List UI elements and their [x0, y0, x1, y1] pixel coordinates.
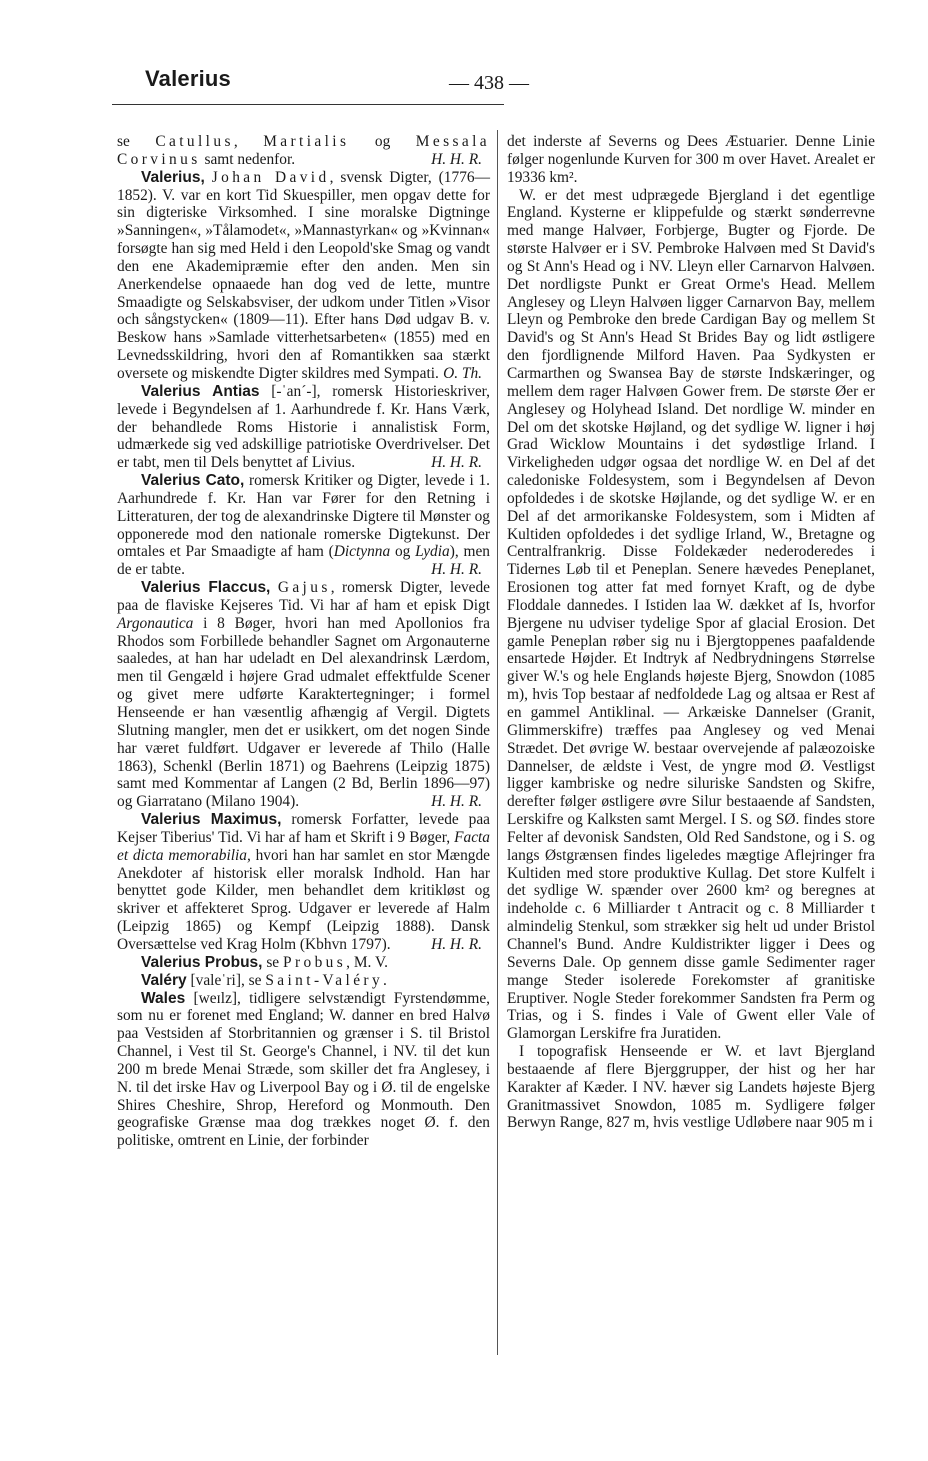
- column-divider: [497, 130, 498, 1355]
- headword: Valerius Probus,: [141, 953, 263, 971]
- author-signature: H. H. R.: [431, 935, 482, 953]
- cross-reference: Saint-Valéry: [265, 971, 384, 989]
- entry-text: [-ˈan´-], romersk Historieskriver, levede i Begyndelsen af 1. Aarhundrede f. Kr. Hans Værk, der behandlede Roms Historie i annalistisk Form, udmærkede sig ved adskillige patriotiske Overdrivelser. Det er tabt, men til Dels benyttet af Livius.: [117, 382, 491, 472]
- wales-continuation-paragraph: det inderste af Severns og Dees Æstuarier. Denne Linie følger nogenlunde Kurven for 300 m over Havet. Arealet er 19336 km².: [507, 133, 875, 186]
- headword: Valéry: [141, 971, 187, 989]
- headword: Valerius Antias: [141, 382, 260, 400]
- entry-valerius-probus: Valerius Probus, se Probus, M. V.: [141, 953, 388, 971]
- entry-valerius-maximus: Valerius Maximus, romersk Forfatter, levede paa Kejser Tiberius' Tid. Vi har af ham et Skrift i 9 Bøger, Facta et dicta memorabilia, hvori han har samlet en stor Mængde Anekdoter af historisk eller moralsk Indhold. Han har benyttet gode Kilder, men behandlet dem kritikløst og skriver et affekteret Sprog. Udgaver er leverede af Halm (Leipzig 1865) og Kempf (Leipzig 1888). Dansk Oversættelse ved Krag Holm (Kbhvn 1797). H. H. R.: [117, 811, 490, 953]
- headword: Valerius Flaccus,: [141, 579, 271, 597]
- entry-valerius-cato: Valerius Cato, romersk Kritiker og Digter, levede i 1. Aarhundrede f. Kr. Han var Fører for den Retning i Litteraturen, der tog de alexandrinske Digtere til Mønster og opponerede mod den nationale romerske Digtekunst. Der omtales et Par Smaadigte af ham (Dictynna og Lydia), men de er tabte. H. H. R.: [117, 472, 490, 579]
- author-signature: O. Th.: [443, 364, 482, 382]
- page-number: — 438 —: [449, 72, 529, 94]
- headword: Wales: [141, 989, 186, 1007]
- entry-wales: [117, 990, 490, 1151]
- headword: Valerius Maximus,: [141, 811, 282, 829]
- left-column: [117, 133, 490, 1150]
- entry-valerius-antias: [117, 383, 490, 472]
- entry-valerius-cross-reference: se Catullus, Martialis og Messala Corvinus samt nedenfor. H. H. R.: [117, 133, 490, 168]
- cross-reference: Probus: [283, 953, 347, 971]
- headword: Valerius,: [141, 168, 205, 186]
- catullus-reference: Catullus: [155, 133, 234, 150]
- author-signature: H. H. R.: [431, 561, 482, 579]
- person-name: Gajus: [277, 579, 331, 597]
- entry-text: [weɪlz], tidligere selvstændigt Fyrstendømme, som nu er forenet med England; W. danner en bred Halvø paa Vestsiden af Storbritannien og grænser i S. til Bristol Channel, i Vest til St. George's Channel, i NV. til det kun 200 m brede Menai Stræde, som skiller det fra Anglesey, i N. til det irske Hav og Liverpool Bay og i Ø. til de engelske Shires Cheshire, Shrop, Hereford og Monmouth. Den geografiske Grænse maa dog trækkes noget Ø. f. den politiske, omtrent en Linie, der forbinder: [117, 989, 490, 1150]
- messala-reference: Messala Corvinus: [117, 133, 490, 168]
- wales-topography-paragraph: I topografisk Henseende er W. et lavt Bjergland bestaaende af flere Bjerggrupper, der hist og her har Karakter af Kæder. I NV. hæver sig Landets højeste Bjerg Granitmassivet Snowdon, 1085 m. Sydligere følger Berwyn Range, 827 m, hvis vestlige Udløbere naar 905 m i: [507, 1043, 875, 1132]
- author-signature: H. H. R.: [431, 454, 482, 472]
- wales-geology-paragraph: W. er det mest udprægede Bjergland i det egentlige England. Kysterne er klippefulde og stærkt sønderrevne med mange Halvøer, Forbjerge, Bugter og Fjorde. De største Halvøer er i SV. Pembroke Halvøen med St David's og St Ann's Head og i NV. Lleyn eller Carnarvon Halvøen. Det nordligste Punkt er Great Orme's Head. Mellem Anglesey og Lleyn Halvøen ligger Carnarvon Bay, mellem Lleyn og Pembroke den brede Cardigan Bay og mellem St David's og St Ann's Head St Brides Bay og lidt østligere den fjordlignende Milford Haven. Paa Sydkysten er Carmarthen og Swansea Bay de største Indskæringer, og mellem dem rager Halvøen Gower frem. De største Øer er Anglesey og Holyhead Island. Det nordlige W. minder en Del om det skotske Højland, og det sydlige W. ligner i høj Grad Wicklow Mountains i det sydøstlige Irland. I Virkeligheden udgør ogsaa det nordlige W. en Del af det caledoniske Foldesystem, som i Begyndelsen af Devon opfoldedes i de skotske Højlande, og det sydlige W. er en Del af det armorikanske Foldesystem, som i Midten af Kultiden opfoldedes i det sydlige Irland, W., Bretagne og Centralfrankrig. Disse Foldekæder nederoderedes i Tidernes Løb til et Peneplan. Senere hævedes Peneplanet, Erosionen tog atter fat med fornyet Kraft, og de dybe Floddale dannedes. I Istiden laa W. dækket af Is, hvorfor Bjergene nu udviser tydelige Spor af glacial Erosion. Det gamle Peneplan røber sig nu i Bjergtoppenes paafaldende ensartede Højder. Et Indtryk af Nedbrydningens Størrelse giver W.'s og hele Englands højeste Bjerg, Snowdon (1085 m), hvis Top bestaar af nedfoldede Lag og altsaa er Rest af en gammel Antiklinal. — Arkæiske Dannelser (Granit, Glimmerskifre) træffes paa Anglesey og ved Menai Strædet. Det øvrige W. bestaar overvejende af palæozoiske Dannelser, de ældste i Vest, de yngre mod Ø. Vestligst ligger kambriske og nedre siluriske Sandsten og Skifre, derefter følger østligere øvre Silur bestaaende af Sandsten, Lerskifre og Kalksten samt Mergel. I S. og SØ. findes store Felter af devonisk Sandsten, Old Red Sandstone, og i S. og langs Østgrænsen findes ligeledes mægtige Aflejringer fra Kultiden med store produktive Kullag. Det store Kulfelt i det sydlige W. spænder over 2600 km² og beregnes at indeholde c. 6 Milliarder t Antracit og c. 8 Milliarder t almindelig Stenkul, som strækker sig helt ud under Bristol Channel's Bund. Andre Kuldistrikter ligger i Dees og Severns Dale. Op gennem disse gamle Sedimenter rager mange Steder isolerede Forekomster af granitiske Eruptiver. Nogle Steder forekommer Sandsten fra Perm og Trias, og i S. findes i Vale of Gwent eller Vale of Glamorgan Lerskifre fra Juratiden.: [507, 186, 875, 1043]
- martialis-reference: Martialis: [263, 133, 350, 150]
- running-head-title: Valerius: [145, 66, 231, 91]
- author-signature: H. H. R.: [431, 793, 482, 811]
- entry-valerius-flaccus: Valerius Flaccus, Gajus, romersk Digter, levede paa de flaviske Kejseres Tid. Vi har af ham et episk Digt Argonautica i 8 Bøger, hvori han med Apollonios fra Rhodos som Forbillede behandler Sagnet om Argonauterne saaledes, at han har udeladt en Del alexandrinsk Lærdom, men til Gengæld i højere Grad udmalet effektfulde Scener og givet mere udførte Karaktertegninger; i formel Henseende er han væsentlig afhængig af Vergil. Digtets Slutning mangler, men det er usikkert, om det nogen Sinde har været fuldført. Udgaver er leverede af Thilo (Halle 1863), Schenkl (Berlin 1871) og Baehrens (Leipzig 1875) samt med Kommentar af Langen (2 Bd, Berlin 1896—97) og Giarratano (Milano 1904). H. H. R.: [117, 579, 490, 811]
- author-signature: H. H. R.: [431, 150, 482, 168]
- entry-text: , svensk Digter, (1776—1852). V. var en kort Tid Skuespiller, men opgav dette for sin digteriske Virksomhed. I sine moralske Digtninge »Sanningen«, »Tålamodet«, »Mannastyrkan« og »Kvinnan« forsøgte han sig med Held i den Leopold'ske Smag og vandt den ene Akademipræmie efter den anden. Men sin Anerkendelse opnaaede han dog ved de lette, muntre Smaadigte og Selskabsviser, der udkom under Titlen »Visor och sångstycken« (1809—11). Efter hans Død udgav B. v. Beskow hans »Samlade vitterhetsarbeten« (1855) med en Levnedsskildring, hvori den af Romantikken saa stærkt oversete og miskendte Digter skildres med Sympati.: [117, 168, 490, 382]
- entry-valery: Valéry [valeˈri], se Saint-Valéry.: [141, 971, 387, 989]
- entry-valerius-johan-david: [117, 169, 490, 383]
- right-column: [507, 133, 875, 1132]
- headword: Valerius Cato,: [141, 472, 245, 490]
- header-rule: [112, 104, 504, 105]
- person-name: Johan David: [211, 168, 330, 186]
